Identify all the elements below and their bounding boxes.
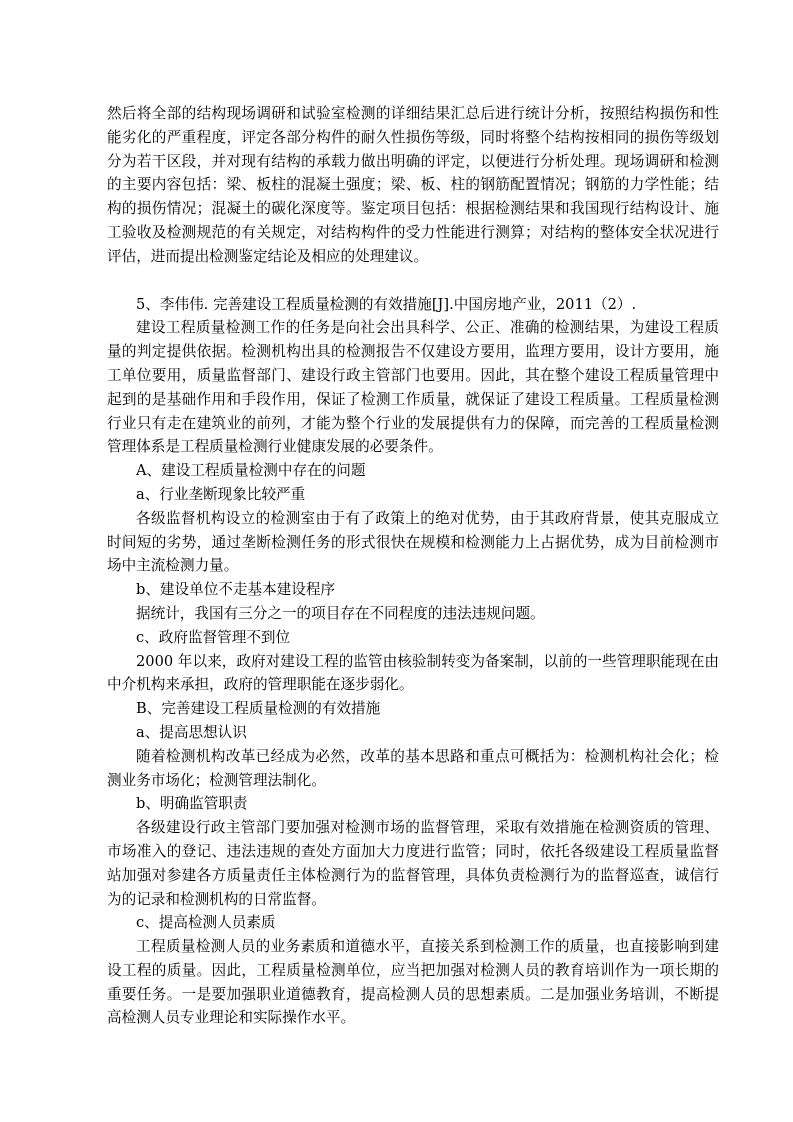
body-paragraph: 各级建设行政主管部门要加强对检测市场的监督管理，采取有效措施在检测资质的管理、市场准入的登记、违法违规的查处方面加大力度进行监管；同时，依托各级建设工程质量监督站加强对参建各方质量责任主体检测行为的监督管理，具体负责检测行为的监督巡查，诚信行为的记录和检测机构的日常监督。 [107,819,719,908]
body-paragraph: 建设工程质量检测工作的任务是向社会出具科学、公正、准确的检测结果，为建设工程质量的判定提供依据。检测机构出具的检测报告不仅建设方要用，监理方要用，设计方要用，施工单位要用，质量监督部门、建设行政主管部门也要用。因此，其在整个建设工程质量管理中起到的是基础作用和手段作用，保证了检测工作质量，就保证了建设工程质量。工程质量检测行业只有走在建筑业的前列，才能为整个行业的发展提供有力的保障，而完善的工程质量检测管理体系是工程质量检测行业健康发展的必要条件。 [107,319,719,456]
document-body [107,102,719,1030]
body-paragraph: 2000 年以来，政府对建设工程的监管由核验制转变为备案制，以前的一些管理职能现在由中介机构来承担，政府的管理职能在逐步弱化。 [107,652,719,694]
reference-citation: 5、李伟伟. 完善建设工程质量检测的有效措施[J].中国房地产业，2011（2）. [136,295,637,313]
subheading: a、行业垄断现象比较严重 [136,485,306,503]
intro-paragraph: 然后将全部的结构现场调研和试验室检测的详细结果汇总后进行统计分析，按照结构损伤和性能劣化的严重程度，评定各部分构件的耐久性损伤等级，同时将整个结构按相同的损伤等级划分为若干区段，并对现有结构的承载力做出明确的评定，以便进行分析处理。现场调研和检测的主要内容包括：梁、板柱的混凝土强度；梁、板、柱的钢筋配置情况；钢筋的力学性能；结构的损伤情况；混凝土的碳化深度等。鉴定项目包括：根据检测结果和我国现行结构设计、施工验收及检测规范的有关规定，对结构构件的受力性能进行测算；对结构的整体安全状况进行评估，进而提出检测鉴定结论及相应的处理建议。 [107,105,719,265]
section-heading-b: B、完善建设工程质量检测的有效措施 [136,700,381,718]
subheading: b、建设单位不走基本建设程序 [136,581,336,599]
body-paragraph: 各级监督机构设立的检测室由于有了政策上的绝对优势，由于其政府背景，使其克服成立时间短的劣势，通过垄断检测任务的形式很快在规模和检测能力上占据优势，成为目前检测市场中主流检测力量。 [107,509,719,575]
paragraph-gap [107,269,719,293]
subheading: a、提高思想认识 [136,723,247,741]
subheading: c、提高检测人员素质 [136,914,276,932]
body-paragraph: 工程质量检测人员的业务素质和道德水平，直接关系到检测工作的质量，也直接影响到建设工程的质量。因此，工程质量检测单位，应当把加强对检测人员的教育培训作为一项长期的重要任务。一是要加强职业道德教育，提高检测人员的思想素质。二是加强业务培训，不断提高检测人员专业理论和实际操作水平。 [107,938,719,1027]
section-heading-a: A、建设工程质量检测中存在的问题 [136,462,366,480]
subheading: c、政府监督管理不到位 [136,628,291,646]
body-paragraph: 据统计，我国有三分之一的项目存在不同程度的违法违规问题。 [136,604,545,622]
subheading: b、明确监管职责 [136,795,248,813]
body-paragraph: 随着检测机构改革已经成为必然，改革的基本思路和重点可概括为：检测机构社会化；检测业务市场化；检测管理法制化。 [107,747,719,789]
